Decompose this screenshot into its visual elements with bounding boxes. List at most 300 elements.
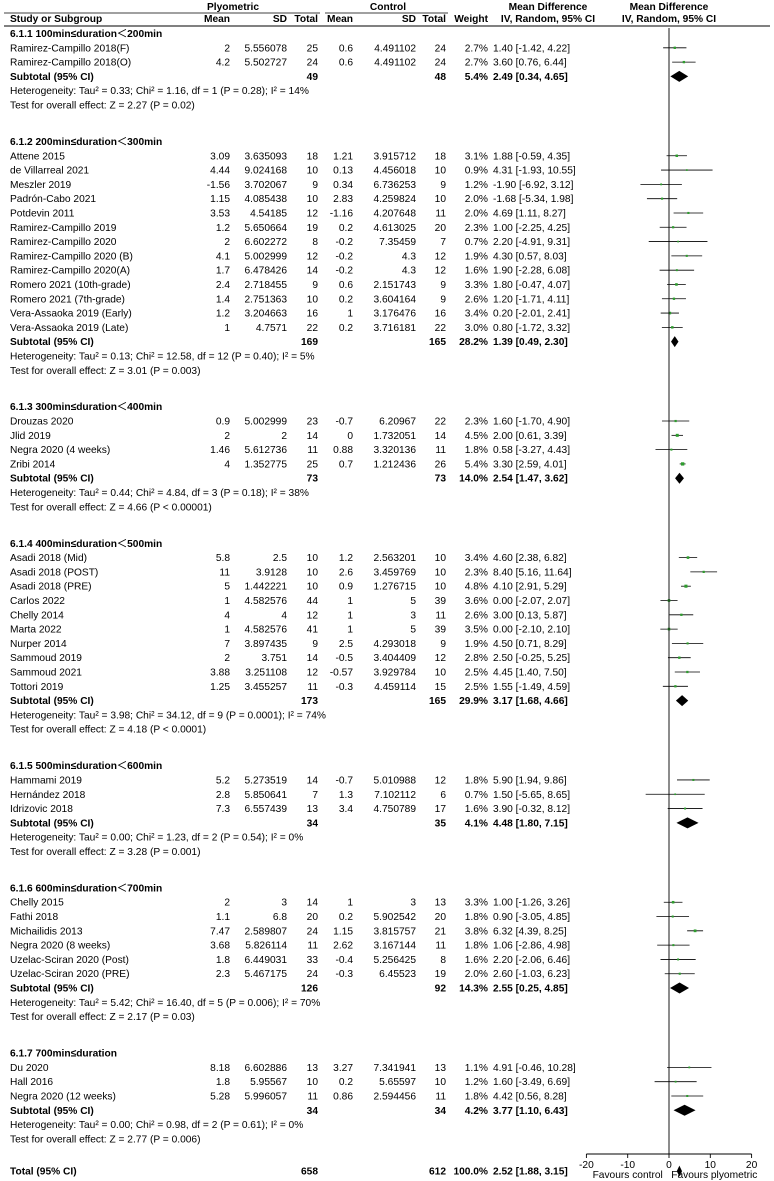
plyo-total: 13	[306, 804, 318, 816]
weight: 2.3%	[464, 416, 488, 428]
study-name: Ramirez-Campillo 2018(F)	[10, 43, 130, 55]
study-name: Carlos 2022	[10, 595, 65, 607]
control-total: 9	[440, 179, 446, 191]
study-name: Potdevin 2011	[10, 208, 75, 220]
plyo-mean: 8.18	[210, 1062, 230, 1074]
effect-marker	[674, 793, 676, 795]
weight: 2.5%	[464, 681, 488, 693]
plyo-sd: 3.897435	[244, 638, 287, 650]
control-sd: 3.459769	[373, 567, 416, 579]
heterogeneity-text: Heterogeneity: Tau² = 0.00; Chi² = 0.98, df = 2 (P = 0.61); I² = 0%	[10, 1120, 304, 1132]
plyo-sd: 4	[281, 610, 287, 622]
md-ci: 3.90 [-0.32, 8.12]	[493, 804, 571, 816]
md-ci: 1.50 [-5.65, 8.65]	[493, 789, 571, 801]
plyo-total: 73	[306, 473, 318, 485]
overall-effect-text: Test for overall effect: Z = 2.27 (P = 0.02)	[10, 100, 195, 112]
control-sd: 3.320136	[373, 445, 416, 457]
effect-marker	[688, 1066, 690, 1068]
md-ci: 1.00 [-1.26, 3.26]	[493, 897, 571, 909]
control-total: 19	[434, 969, 446, 981]
study-name: Ramirez-Campillo 2020 (B)	[10, 251, 133, 263]
plyo-mean: 5.28	[210, 1091, 230, 1103]
weight: 1.2%	[464, 179, 488, 191]
control-mean: 1.21	[333, 151, 353, 163]
plyo-total: 8	[312, 237, 318, 249]
effect-marker	[681, 462, 684, 465]
plyo-sd: 5.850641	[244, 789, 287, 801]
weight: 2.0%	[464, 969, 488, 981]
control-sd: 5.65597	[379, 1077, 416, 1089]
study-name: Chelly 2015	[10, 897, 64, 909]
control-mean: 3.27	[333, 1062, 353, 1074]
plyo-sd: 3	[281, 897, 287, 909]
plyo-total: 10	[306, 581, 318, 593]
control-sd: 3.176476	[373, 308, 416, 320]
plyo-mean: 2.4	[215, 279, 230, 291]
control-sd: 6.20967	[379, 416, 416, 428]
weight: 1.9%	[464, 638, 488, 650]
control-total: 26	[434, 459, 446, 471]
subgroup-title: 6.1.2 200min≤duration＜300min	[10, 136, 163, 148]
effect-marker	[686, 671, 688, 673]
plyo-total: 25	[306, 43, 318, 55]
md-ci: 4.30 [0.57, 8.03]	[493, 251, 567, 263]
md-ci: 4.45 [1.40, 7.50]	[493, 667, 567, 679]
effect-marker	[675, 1081, 677, 1083]
plyo-mean: 2	[224, 430, 230, 442]
plyo-total: 14	[306, 430, 318, 442]
md-ci: 4.48 [1.80, 7.15]	[493, 818, 568, 830]
plyo-total: 49	[306, 71, 318, 83]
plyo-total: 7	[312, 789, 318, 801]
plyometric-header: Plyometric	[206, 2, 260, 13]
plyo-mean: 3.68	[210, 940, 230, 952]
plyo-mean: 7.3	[215, 804, 230, 816]
subtotal-diamond	[676, 817, 698, 828]
control-total: 165	[429, 696, 446, 708]
plyo-total: 9	[312, 179, 318, 191]
control-total: 92	[434, 983, 446, 995]
plyo-sd: 2.718455	[244, 279, 287, 291]
effect-marker	[671, 326, 673, 328]
control-sd: 4.459114	[374, 681, 416, 693]
effect-marker	[672, 226, 674, 228]
plyo-sd: 3.455257	[244, 681, 287, 693]
effect-marker	[687, 556, 690, 559]
control-total: 14	[434, 430, 446, 442]
weight: 3.4%	[464, 308, 488, 320]
plyo-total: 11	[307, 1091, 318, 1103]
plyo-mean: 3.53	[210, 208, 230, 220]
study-name: Romero 2021 (7th-grade)	[10, 294, 125, 306]
weight: 5.4%	[464, 71, 488, 83]
heterogeneity-text: Heterogeneity: Tau² = 0.00; Chi² = 1.23, df = 2 (P = 0.54); I² = 0%	[10, 832, 304, 844]
weight: 3.4%	[464, 553, 488, 565]
subtotal-diamond	[670, 71, 688, 82]
column-header: Mean	[203, 14, 230, 25]
md-ci: 1.55 [-1.49, 4.59]	[493, 681, 571, 693]
plyo-sd: 1.352775	[244, 459, 287, 471]
plyo-total: 11	[307, 681, 318, 693]
subtotal-label: Subtotal (95% CI)	[10, 818, 94, 830]
weight: 3.5%	[464, 624, 488, 636]
control-total: 24	[434, 57, 446, 69]
plyo-total: 126	[301, 983, 318, 995]
control-mean: 2.62	[333, 940, 353, 952]
plyo-total: 34	[306, 1105, 318, 1117]
study-name: Asadi 2018 (Mid)	[10, 553, 88, 565]
effect-marker	[660, 183, 662, 185]
control-total: 24	[434, 43, 446, 55]
control-mean: 2.83	[333, 194, 353, 206]
md-ci: 2.20 [-2.06, 6.46]	[493, 954, 571, 966]
effect-marker	[684, 808, 686, 810]
control-sd: 3.815757	[373, 926, 416, 938]
column-header: Weight	[454, 14, 488, 25]
md-ci: 1.40 [-1.42, 4.22]	[493, 43, 571, 55]
plyo-total: 10	[306, 165, 318, 177]
control-sd: 2.563201	[373, 553, 416, 565]
subtotal-label: Subtotal (95% CI)	[10, 473, 94, 485]
plyo-mean: 4.1	[215, 251, 230, 263]
control-total: 13	[434, 897, 446, 909]
overall-effect-text: Test for overall effect: Z = 2.77 (P = 0.006)	[10, 1134, 201, 1146]
md-ci: 4.10 [2.91, 5.29]	[493, 581, 567, 593]
control-header: Control	[369, 2, 407, 13]
control-total: 9	[440, 638, 446, 650]
plyo-mean: 5.8	[215, 553, 230, 565]
md-subheader: IV, Random, 95% CI	[500, 14, 596, 25]
subtotal-diamond	[671, 336, 678, 347]
weight: 0.7%	[464, 789, 488, 801]
study-name: Zribi 2014	[10, 459, 56, 471]
control-total: 8	[440, 954, 446, 966]
md-ci: 0.00 [-2.07, 2.07]	[493, 595, 571, 607]
weight: 1.6%	[464, 804, 488, 816]
plyo-sd: 5.002999	[244, 416, 287, 428]
plyo-mean: 1	[224, 624, 230, 636]
plyo-total: 14	[306, 775, 318, 787]
weight: 1.8%	[464, 775, 488, 787]
plyo-total: 10	[306, 567, 318, 579]
effect-marker	[684, 585, 687, 588]
weight: 2.6%	[464, 294, 488, 306]
md-ci: 0.80 [-1.72, 3.32]	[493, 322, 571, 334]
weight: 1.8%	[464, 912, 488, 924]
weight: 2.6%	[464, 610, 488, 622]
md-ci: 2.00 [0.61, 3.39]	[493, 430, 567, 442]
md-ci: 3.30 [2.59, 4.01]	[493, 459, 567, 471]
effect-marker	[672, 901, 675, 904]
study-name: Negra 2020 (4 weeks)	[10, 445, 111, 457]
control-mean: 0.9	[338, 581, 353, 593]
md-ci: 8.40 [5.16, 11.64]	[493, 567, 572, 579]
heterogeneity-text: Heterogeneity: Tau² = 0.44; Chi² = 4.84, df = 3 (P = 0.18); I² = 38%	[10, 488, 309, 500]
md-header: Mean Difference	[508, 2, 588, 13]
effect-marker	[694, 929, 697, 932]
control-sd: 5.256425	[373, 954, 416, 966]
weight: 1.9%	[464, 251, 488, 263]
plyo-sd: 5.556078	[244, 43, 287, 55]
plyo-total: 12	[306, 208, 318, 220]
control-sd: 5.010988	[373, 775, 416, 787]
weight: 3.6%	[464, 595, 488, 607]
effect-marker	[703, 571, 705, 573]
x-tick-label: 0	[666, 1160, 672, 1171]
plyo-mean: 1.1	[215, 912, 230, 924]
study-name: Asadi 2018 (POST)	[10, 567, 99, 579]
column-header: Study or Subgroup	[10, 14, 103, 25]
control-total: 12	[434, 775, 446, 787]
plyo-sd: 4.085438	[244, 194, 287, 206]
weight: 4.8%	[464, 581, 488, 593]
plyo-total: 12	[306, 610, 318, 622]
x-tick-label: 10	[704, 1160, 716, 1171]
control-sd: 6.736253	[373, 179, 416, 191]
study-name: Vera-Assaoka 2019 (Late)	[10, 322, 129, 334]
study-name: Ramirez-Campillo 2020(A)	[10, 265, 131, 277]
control-sd: 5.902542	[373, 912, 416, 924]
weight: 4.1%	[464, 818, 488, 830]
effect-marker	[676, 434, 679, 437]
study-name: Ramirez-Campillo 2019	[10, 222, 117, 234]
md-ci: 4.31 [-1.93, 10.55]	[493, 165, 576, 177]
subtotal-diamond	[675, 473, 684, 484]
control-sd: 6.45523	[379, 969, 416, 981]
effect-marker	[675, 283, 678, 286]
plyo-mean: 7	[224, 638, 230, 650]
study-name: Asadi 2018 (PRE)	[10, 581, 92, 593]
plyo-mean: 1.7	[215, 265, 230, 277]
md-ci: 3.00 [0.13, 5.87]	[493, 610, 567, 622]
md-ci: 4.60 [2.38, 6.82]	[493, 553, 567, 565]
effect-marker	[674, 47, 676, 49]
md-ci: -1.68 [-5.34, 1.98]	[493, 194, 574, 206]
heterogeneity-text: Heterogeneity: Tau² = 0.13; Chi² = 12.58, df = 12 (P = 0.40); I² = 5%	[10, 351, 315, 363]
column-header: Total	[294, 14, 318, 25]
plyo-mean: 5	[224, 581, 230, 593]
weight: 100.0%	[453, 1166, 488, 1178]
weight: 2.0%	[464, 208, 488, 220]
control-total: 11	[435, 610, 446, 622]
md-ci: 2.20 [-4.91, 9.31]	[493, 237, 571, 249]
weight: 2.0%	[464, 194, 488, 206]
control-total: 39	[434, 595, 446, 607]
control-total: 22	[434, 322, 446, 334]
control-total: 39	[434, 624, 446, 636]
control-sd: 3.915712	[373, 151, 416, 163]
control-total: 10	[434, 667, 446, 679]
weight: 1.1%	[464, 1062, 488, 1074]
control-mean: 0	[347, 430, 353, 442]
favours-control-label: Favours control	[592, 1170, 663, 1181]
plyo-total: 22	[306, 322, 318, 334]
control-mean: 0.34	[333, 179, 353, 191]
control-mean: 0.2	[338, 222, 353, 234]
subgroup-title: 6.1.5 500min≤duration＜600min	[10, 761, 163, 773]
overall-effect-text: Test for overall effect: Z = 4.66 (P < 0.00001)	[10, 502, 212, 514]
column-header: Total	[422, 14, 446, 25]
plyo-sd: 5.467175	[244, 969, 287, 981]
subgroup-title: 6.1.6 600min≤duration＜700min	[10, 883, 163, 895]
plyo-sd: 5.273519	[244, 775, 287, 787]
overall-effect-text: Test for overall effect: Z = 3.28 (P = 0.001)	[10, 846, 201, 858]
study-name: Michailidis 2013	[10, 926, 83, 938]
effect-marker	[678, 657, 680, 659]
effect-marker	[675, 420, 677, 422]
plyo-total: 23	[306, 416, 318, 428]
control-mean: 0.7	[338, 459, 353, 471]
control-total: 7	[440, 237, 446, 249]
plyo-mean: 2	[224, 43, 230, 55]
control-sd: 4.259824	[373, 194, 416, 206]
md-ci: 3.17 [1.68, 4.66]	[493, 696, 568, 708]
plyo-mean: 0.9	[215, 416, 230, 428]
md-ci: 1.90 [-2.28, 6.08]	[493, 265, 571, 277]
heterogeneity-text: Heterogeneity: Tau² = 3.98; Chi² = 34.12, df = 9 (P = 0.0001); I² = 74%	[10, 710, 326, 722]
study-name: Meszler 2019	[10, 179, 72, 191]
control-mean: 2.6	[338, 567, 353, 579]
plyo-sd: 3.251108	[245, 667, 287, 679]
control-sd: 1.732051	[373, 430, 416, 442]
plyo-total: 10	[306, 1077, 318, 1089]
plyo-mean: 4	[224, 610, 230, 622]
control-total: 22	[434, 416, 446, 428]
plot-subheader: IV, Random, 95% CI	[621, 14, 717, 25]
plyo-sd: 4.582576	[244, 595, 287, 607]
control-total: 34	[434, 1105, 446, 1117]
plyo-mean: 4.2	[215, 57, 230, 69]
plyo-total: 18	[306, 151, 318, 163]
effect-marker	[686, 169, 688, 171]
control-sd: 4.456018	[373, 165, 416, 177]
subgroup-title: 6.1.3 300min≤duration＜400min	[10, 402, 163, 414]
plyo-sd: 6.602272	[244, 237, 287, 249]
control-mean: 0.2	[338, 1077, 353, 1089]
control-mean: 0.86	[333, 1091, 353, 1103]
plyo-mean: 2	[224, 237, 230, 249]
plyo-sd: 6.602886	[244, 1062, 287, 1074]
control-mean: 1.3	[338, 789, 353, 801]
plyo-total: 33	[306, 954, 318, 966]
control-total: 20	[434, 912, 446, 924]
control-total: 17	[434, 804, 446, 816]
plyo-mean: 7.47	[210, 926, 230, 938]
control-total: 10	[434, 1077, 446, 1089]
weight: 1.6%	[464, 954, 488, 966]
effect-marker	[676, 269, 678, 271]
control-sd: 5	[410, 595, 416, 607]
plyo-total: 9	[312, 279, 318, 291]
plyo-total: 658	[301, 1166, 318, 1178]
plyo-mean: 1	[224, 322, 230, 334]
plyo-total: 10	[306, 553, 318, 565]
study-name: Chelly 2014	[10, 610, 64, 622]
md-ci: 0.90 [-3.05, 4.85]	[493, 912, 571, 924]
control-sd: 4.293018	[373, 638, 416, 650]
study-name: Sammoud 2021	[10, 667, 82, 679]
weight: 1.2%	[464, 1077, 488, 1089]
plyo-total: 11	[307, 445, 318, 457]
weight: 14.3%	[459, 983, 488, 995]
plyo-sd: 9.024168	[244, 165, 287, 177]
effect-marker	[692, 779, 694, 781]
weight: 3.1%	[464, 151, 488, 163]
control-sd: 1.212436	[373, 459, 416, 471]
control-total: 18	[434, 151, 446, 163]
control-mean: -0.4	[335, 954, 353, 966]
plyo-mean: 3.09	[210, 151, 230, 163]
favours-plyometric-label: Favours plyometric	[671, 1170, 758, 1181]
control-sd: 7.35459	[379, 237, 416, 249]
overall-effect-text: Test for overall effect: Z = 2.17 (P = 0.03)	[10, 1012, 195, 1024]
effect-marker	[679, 973, 681, 975]
effect-marker	[676, 155, 678, 157]
control-mean: -0.2	[335, 237, 353, 249]
md-ci: 2.49 [0.34, 4.65]	[493, 71, 568, 83]
weight: 1.8%	[464, 940, 488, 952]
plyo-mean: 1	[224, 595, 230, 607]
control-mean: 1	[347, 897, 353, 909]
plyo-total: 11	[307, 940, 318, 952]
plyo-mean: 2.8	[215, 789, 230, 801]
plyo-total: 41	[306, 624, 318, 636]
plyo-mean: 5.2	[215, 775, 230, 787]
plyo-total: 10	[306, 294, 318, 306]
control-mean: -0.3	[335, 969, 353, 981]
study-name: Sammoud 2019	[10, 653, 82, 665]
control-sd: 3	[410, 610, 416, 622]
control-mean: 0.2	[338, 294, 353, 306]
plyo-total: 169	[301, 337, 318, 349]
plyo-total: 20	[306, 912, 318, 924]
control-total: 11	[435, 208, 446, 220]
control-total: 10	[434, 581, 446, 593]
weight: 1.6%	[464, 265, 488, 277]
plyo-mean: 2	[224, 653, 230, 665]
plyo-sd: 3.204663	[244, 308, 287, 320]
study-name: Uzelac-Sciran 2020 (PRE)	[10, 969, 130, 981]
control-total: 11	[435, 445, 446, 457]
effect-marker	[687, 642, 689, 644]
subtotal-label: Subtotal (95% CI)	[10, 71, 94, 83]
plyo-total: 24	[306, 969, 318, 981]
control-total: 9	[440, 294, 446, 306]
md-ci: 3.77 [1.10, 6.43]	[493, 1105, 568, 1117]
weight: 2.3%	[464, 567, 488, 579]
control-mean: 0.88	[333, 445, 353, 457]
control-mean: 0.13	[333, 165, 353, 177]
control-total: 10	[434, 194, 446, 206]
subgroup-title: 6.1.7 700min≤duration	[10, 1048, 117, 1060]
control-mean: -0.7	[335, 775, 353, 787]
control-total: 10	[434, 567, 446, 579]
control-total: 10	[434, 165, 446, 177]
plyo-sd: 6.557439	[244, 804, 287, 816]
plyo-mean: 1.25	[210, 681, 230, 693]
md-ci: 4.69 [1.11, 8.27]	[493, 208, 566, 220]
control-mean: -0.57	[329, 667, 353, 679]
md-ci: 5.90 [1.94, 9.86]	[493, 775, 567, 787]
subgroup-title: 6.1.4 400min≤duration＜500min	[10, 538, 163, 550]
plyo-sd: 3.9128	[255, 567, 287, 579]
md-ci: 1.39 [0.49, 2.30]	[493, 337, 568, 349]
weight: 5.4%	[464, 459, 488, 471]
plyo-total: 10	[306, 194, 318, 206]
md-ci: 2.52 [1.88, 3.15]	[493, 1166, 568, 1178]
plyo-total: 25	[306, 459, 318, 471]
control-sd: 3.404409	[373, 653, 416, 665]
